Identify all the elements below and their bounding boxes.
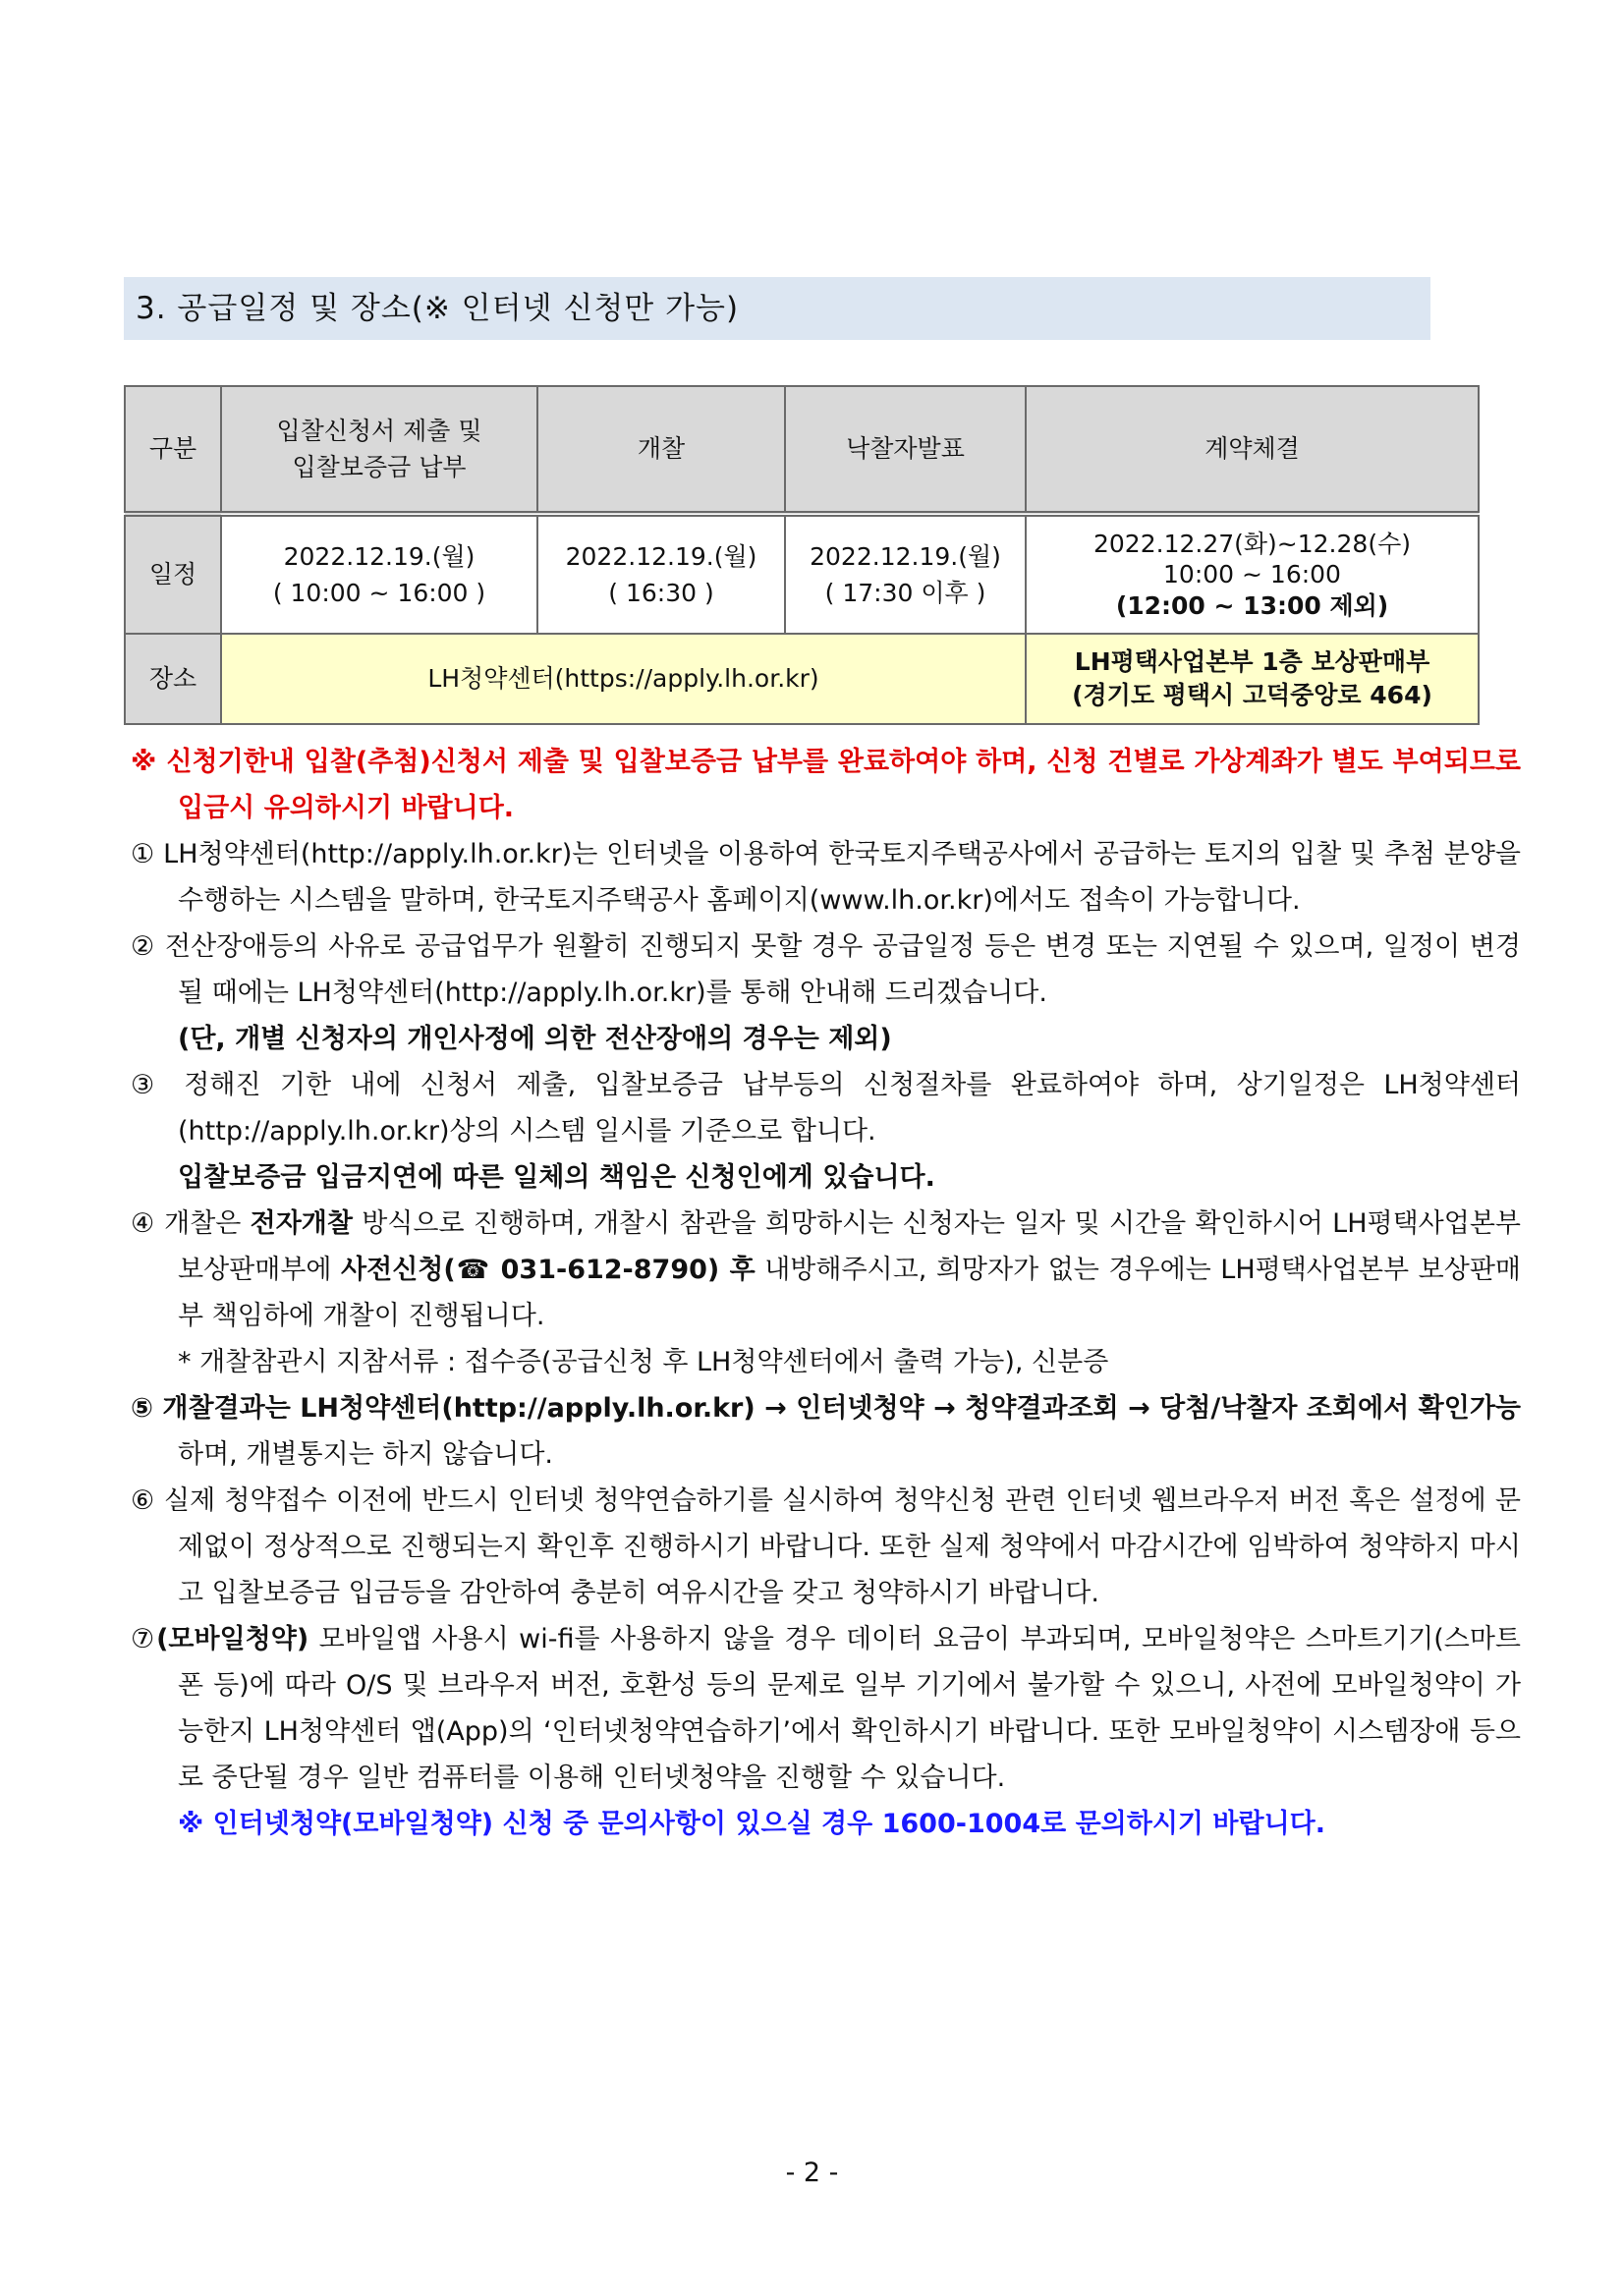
location-row bbox=[125, 634, 1479, 724]
location-main: LH청약센터(https://apply.lh.or.kr) bbox=[221, 634, 1026, 724]
schedule-row bbox=[125, 514, 1479, 634]
header-apply-line2: 입찰보증금 납부 bbox=[292, 453, 467, 481]
open-time: ( 16:30 ) bbox=[608, 579, 714, 607]
note-4-d: 사전신청(☎ 031-612-8790) 후 bbox=[341, 1255, 756, 1285]
section-title: 3. 공급일정 및 장소(※ 인터넷 신청만 가능) bbox=[124, 277, 1430, 340]
note-7 bbox=[131, 1616, 1521, 1801]
note-7-rest: 모바일앱 사용시 wi-fi를 사용하지 않을 경우 데이터 요금이 부과되며, 모바일청약은 스마트기기(스마트폰 등)에 따라 O/S 및 브라우저 버전, 호환성 등의 문제로 일부 기기에서 불가할 수 있으니, 사전에 모바일청약이 가능한지 LH청약센터 앱(App)의 ‘인터넷청약연습하기’에서 확인하시기 바랍니다. 또한 모바일청약이 시스템장애 등으로 중단될 경우 일반 컴퓨터를 이용해 인터넷청약을 진행할 수 있습니다. bbox=[178, 1624, 1521, 1793]
location-label: 장소 bbox=[125, 634, 221, 724]
note-1: ① LH청약센터(http://apply.lh.or.kr)는 인터넷을 이용하여 한국토지주택공사에서 공급하는 토지의 입찰 및 추첨 분양을 수행하는 시스템을 말하며, 한국토지주택공사 홈페이지(www.lh.or.kr)에서도 접속이 가능합니다. bbox=[131, 839, 1521, 916]
note-4-sub: * 개찰참관시 지참서류 : 접수증(공급신청 후 LH청약센터에서 출력 가능), 신분증 bbox=[178, 1347, 1109, 1377]
location-contract bbox=[1026, 634, 1479, 724]
header-opening: 개찰 bbox=[537, 386, 785, 514]
note-2: ② 전산장애등의 사유로 공급업무가 원활히 진행되지 못할 경우 공급일정 등은 변경 또는 지연될 수 있으며, 일정이 변경될 때에는 LH청약센터(http://apply.lh.or.kr)를 통해 안내해 드리겠습니다. bbox=[131, 931, 1521, 1008]
note-3-bold: 입찰보증금 입금지연에 따른 일체의 책임은 신청인에게 있습니다. bbox=[178, 1162, 935, 1193]
page-number: - 2 - bbox=[785, 2157, 839, 2188]
note-2-bold: (단, 개별 신청자의 개인사정에 의한 전산장애의 경우는 제외) bbox=[178, 1024, 892, 1054]
header-announce: 낙찰자발표 bbox=[785, 386, 1026, 514]
apply-time: ( 10:00 ~ 16:00 ) bbox=[272, 579, 486, 607]
announce-schedule-cell bbox=[785, 514, 1026, 634]
note-5-bold: ⑤ 개찰결과는 LH청약센터(http://apply.lh.or.kr) → 인터넷청약 → 청약결과조회 → 당첨/낙찰자 조회에서 확인가능 bbox=[131, 1393, 1521, 1424]
location-contract-line2: (경기도 평택시 고덕중앙로 464) bbox=[1072, 681, 1432, 709]
apply-schedule-cell bbox=[221, 514, 537, 634]
schedule-table bbox=[124, 385, 1480, 725]
header-apply bbox=[221, 386, 537, 514]
contract-date: 2022.12.27(화)~12.28(수) bbox=[1093, 530, 1411, 559]
apply-date: 2022.12.19.(월) bbox=[283, 541, 476, 571]
note-6: ⑥ 실제 청약접수 이전에 반드시 인터넷 청약연습하기를 실시하여 청약신청 관련 인터넷 웹브라우저 버전 혹은 설정에 문제없이 정상적으로 진행되는지 확인후 진행하시기 바랍니다. 또한 실제 청약에서 마감시간에 임박하여 청약하지 마시고 입찰보증금 입금등을 감안하여 충분히 여유시간을 갖고 청약하시기 바랍니다. bbox=[131, 1485, 1521, 1608]
table-header-row bbox=[125, 386, 1479, 514]
note-3: ③ 정해진 기한 내에 신청서 제출, 입찰보증금 납부등의 신청절차를 완료하여야 하며, 상기일정은 LH청약센터(http://apply.lh.or.kr)상의 시스템 일시를 기준으로 합니다. bbox=[131, 1070, 1521, 1147]
location-contract-line1: LH평택사업본부 1층 보상판매부 bbox=[1074, 647, 1430, 677]
note-4-e: 내방해주시고, 희망자가 없는 경우에는 LH평택사업본부 보상판매부 책임하에 개찰이 진행됩니다. bbox=[178, 1255, 1521, 1331]
note-4-b: 전자개찰 bbox=[250, 1208, 353, 1239]
open-schedule-cell bbox=[537, 514, 785, 634]
contract-exclusion: (12:00 ~ 13:00 제외) bbox=[1115, 590, 1389, 620]
note-5-rest: 하며, 개별통지는 하지 않습니다. bbox=[178, 1439, 553, 1470]
note-5 bbox=[131, 1385, 1521, 1478]
contract-time: 10:00 ~ 16:00 bbox=[1163, 560, 1341, 589]
note-4-c: 방식으로 진행하며, 개찰시 참관을 희망하시는 신청자는 일자 및 시간을 확인하시어 LH평택사업본부 보상판매부에 bbox=[178, 1208, 1521, 1285]
note-7-num: ⑦ bbox=[131, 1624, 157, 1654]
schedule-label: 일정 bbox=[125, 514, 221, 634]
open-date: 2022.12.19.(월) bbox=[565, 541, 757, 571]
note-4 bbox=[131, 1201, 1521, 1339]
announce-time: ( 17:30 이후 ) bbox=[824, 579, 986, 607]
header-apply-line1: 입찰신청서 제출 및 bbox=[276, 416, 482, 445]
header-contract: 계약체결 bbox=[1026, 386, 1479, 514]
contract-schedule-cell bbox=[1026, 514, 1479, 634]
announce-date: 2022.12.19.(월) bbox=[810, 541, 1001, 571]
note-4-a: ④ 개찰은 bbox=[131, 1208, 251, 1239]
notes-section bbox=[131, 739, 1521, 1847]
header-category: 구분 bbox=[125, 386, 221, 514]
inquiry-note: ※ 인터넷청약(모바일청약) 신청 중 문의사항이 있으실 경우 1600-1004로 문의하시기 바랍니다. bbox=[178, 1809, 1325, 1839]
warning-note: ※ 신청기한내 입찰(추첨)신청서 제출 및 입찰보증금 납부를 완료하여야 하며, 신청 건별로 가상계좌가 별도 부여되므로 입금시 유의하시기 바랍니다. bbox=[131, 747, 1521, 823]
note-7-bold: (모바일청약) bbox=[156, 1624, 309, 1654]
